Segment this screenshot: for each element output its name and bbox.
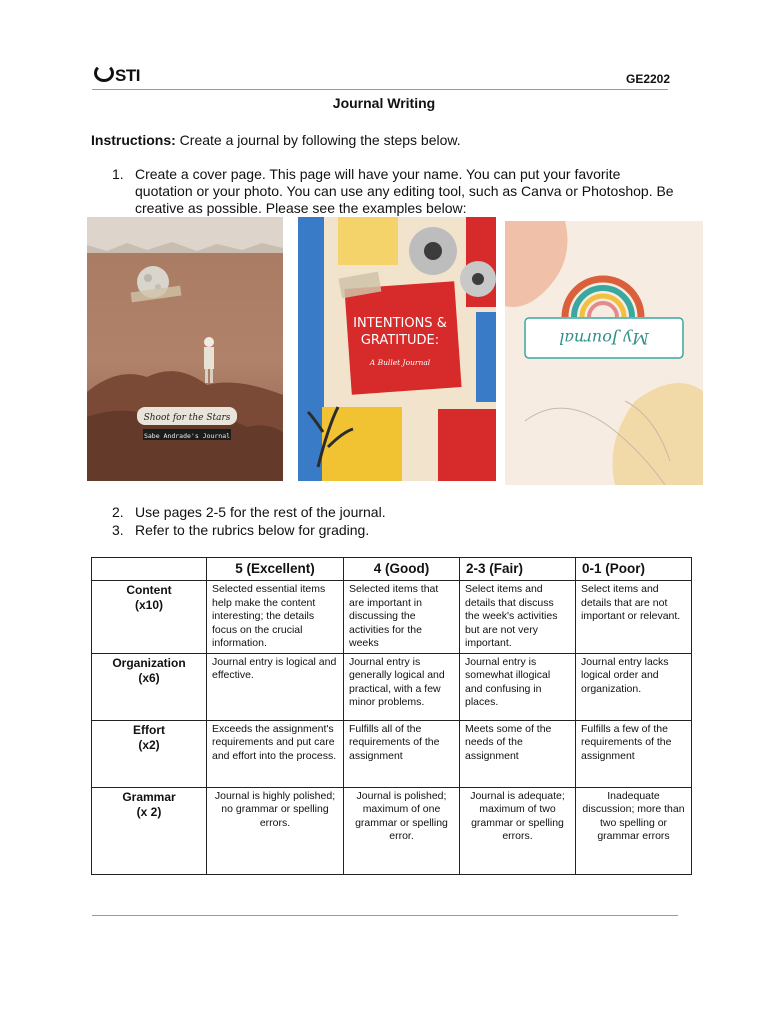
cover-journal-illustration (505, 221, 703, 485)
instructions-label: Instructions: (91, 132, 176, 148)
course-code: GE2202 (626, 72, 671, 86)
step-text: Refer to the rubrics below for grading. (135, 522, 370, 538)
criterion-cell (92, 787, 207, 874)
rubric-row-effort (92, 720, 692, 787)
rubric-header-excellent: 5 (Excellent) (207, 558, 344, 581)
criterion-cell (92, 720, 207, 787)
cover2-line2: GRATITUDE: (360, 333, 440, 348)
instructions-text: Create a journal by following the steps below. (175, 132, 461, 148)
rubric-cell: Journal entry lacks logical order and organization. (576, 653, 692, 720)
rubric-cell: Journal is highly polished; no grammar or spelling errors. (207, 787, 344, 874)
criterion-weight: (x6) (138, 670, 160, 685)
cover2-line3: A Bullet Journal (369, 358, 431, 367)
rubric-cell: Select items and details that discuss the week's activities but are not very important. (460, 581, 576, 654)
cover-gratitude-illustration (298, 217, 496, 481)
instructions (91, 132, 461, 148)
step-text: Use pages 2-5 for the rest of the journal. (135, 504, 386, 520)
criterion-cell (92, 581, 207, 654)
rubric-header-good: 4 (Good) (344, 558, 460, 581)
cover-stars-illustration (87, 217, 283, 481)
rubric-cell: Exceeds the assignment's requirements and put care and effort into the process. (207, 720, 344, 787)
header-divider (92, 89, 668, 90)
criterion-name: Grammar (122, 789, 176, 804)
rubric-cell: Meets some of the needs of the assignment (460, 720, 576, 787)
rubric-header-poor: 0-1 (Poor) (576, 558, 692, 581)
logo-swirl-icon (94, 64, 114, 82)
criterion-name: Organization (112, 655, 186, 670)
rubric-header-row (92, 558, 692, 581)
step-number: 3. (112, 522, 124, 538)
cover1-title: Shoot for the Stars (143, 413, 231, 423)
cover3-title: My Journal (559, 329, 649, 348)
sti-logo (94, 64, 140, 86)
example-cover-gratitude (298, 217, 496, 481)
rubric-table (91, 557, 692, 875)
step-number: 1. (112, 166, 124, 182)
rubric-cell: Inadequate discussion; more than two spelling or grammar errors (576, 787, 692, 874)
rubric-header-empty (92, 558, 207, 581)
logo-text: STI (115, 66, 140, 85)
rubric-cell: Journal is adequate; maximum of two grammar or spelling errors. (460, 787, 576, 874)
criterion-name: Effort (133, 722, 165, 737)
cover1-subtitle: Sabe Andrade's Journal (143, 432, 231, 440)
rubric-row-organization (92, 653, 692, 720)
rubric-cell: Fulfills all of the requirements of the assignment (344, 720, 460, 787)
rubric-cell: Journal entry is generally logical and practical, with a few minor problems. (344, 653, 460, 720)
criterion-weight: (x10) (134, 598, 163, 612)
rubric-cell: Select items and details that are not important or relevant. (576, 581, 692, 654)
criterion-weight: (x 2) (136, 804, 162, 819)
criterion-weight: (x2) (138, 737, 160, 752)
criterion-cell (92, 653, 207, 720)
cover2-line1: INTENTIONS & (353, 316, 447, 331)
rubric-cell: Selected items that are important in discussing the activities for the weeks (344, 581, 460, 654)
rubric-row-content (92, 581, 692, 654)
page-title: Journal Writing (332, 95, 436, 111)
rubric-header-fair: 2-3 (Fair) (460, 558, 576, 581)
criterion-name: Content (126, 583, 172, 597)
example-cover-stars (87, 217, 283, 481)
example-cover-my-journal (505, 221, 703, 485)
step-text: Create a cover page. This page will have your name. You can put your favorite quotation or your photo. You can use any editing tool, such as Canva or Photoshop. Be creative as possible. Please see the examples below: (135, 166, 674, 216)
footer-divider (92, 915, 678, 916)
rubric-cell: Journal entry is somewhat illogical and confusing in places. (460, 653, 576, 720)
rubric-cell: Fulfills a few of the requirements of the assignment (576, 720, 692, 787)
rubric-cell: Journal is polished; maximum of one grammar or spelling error. (344, 787, 460, 874)
step-number: 2. (112, 504, 124, 520)
rubric-cell: Journal entry is logical and effective. (207, 653, 344, 720)
rubric-row-grammar (92, 787, 692, 874)
rubric-cell: Selected essential items help make the content interesting; the details focus on the crucial information. (207, 581, 344, 654)
